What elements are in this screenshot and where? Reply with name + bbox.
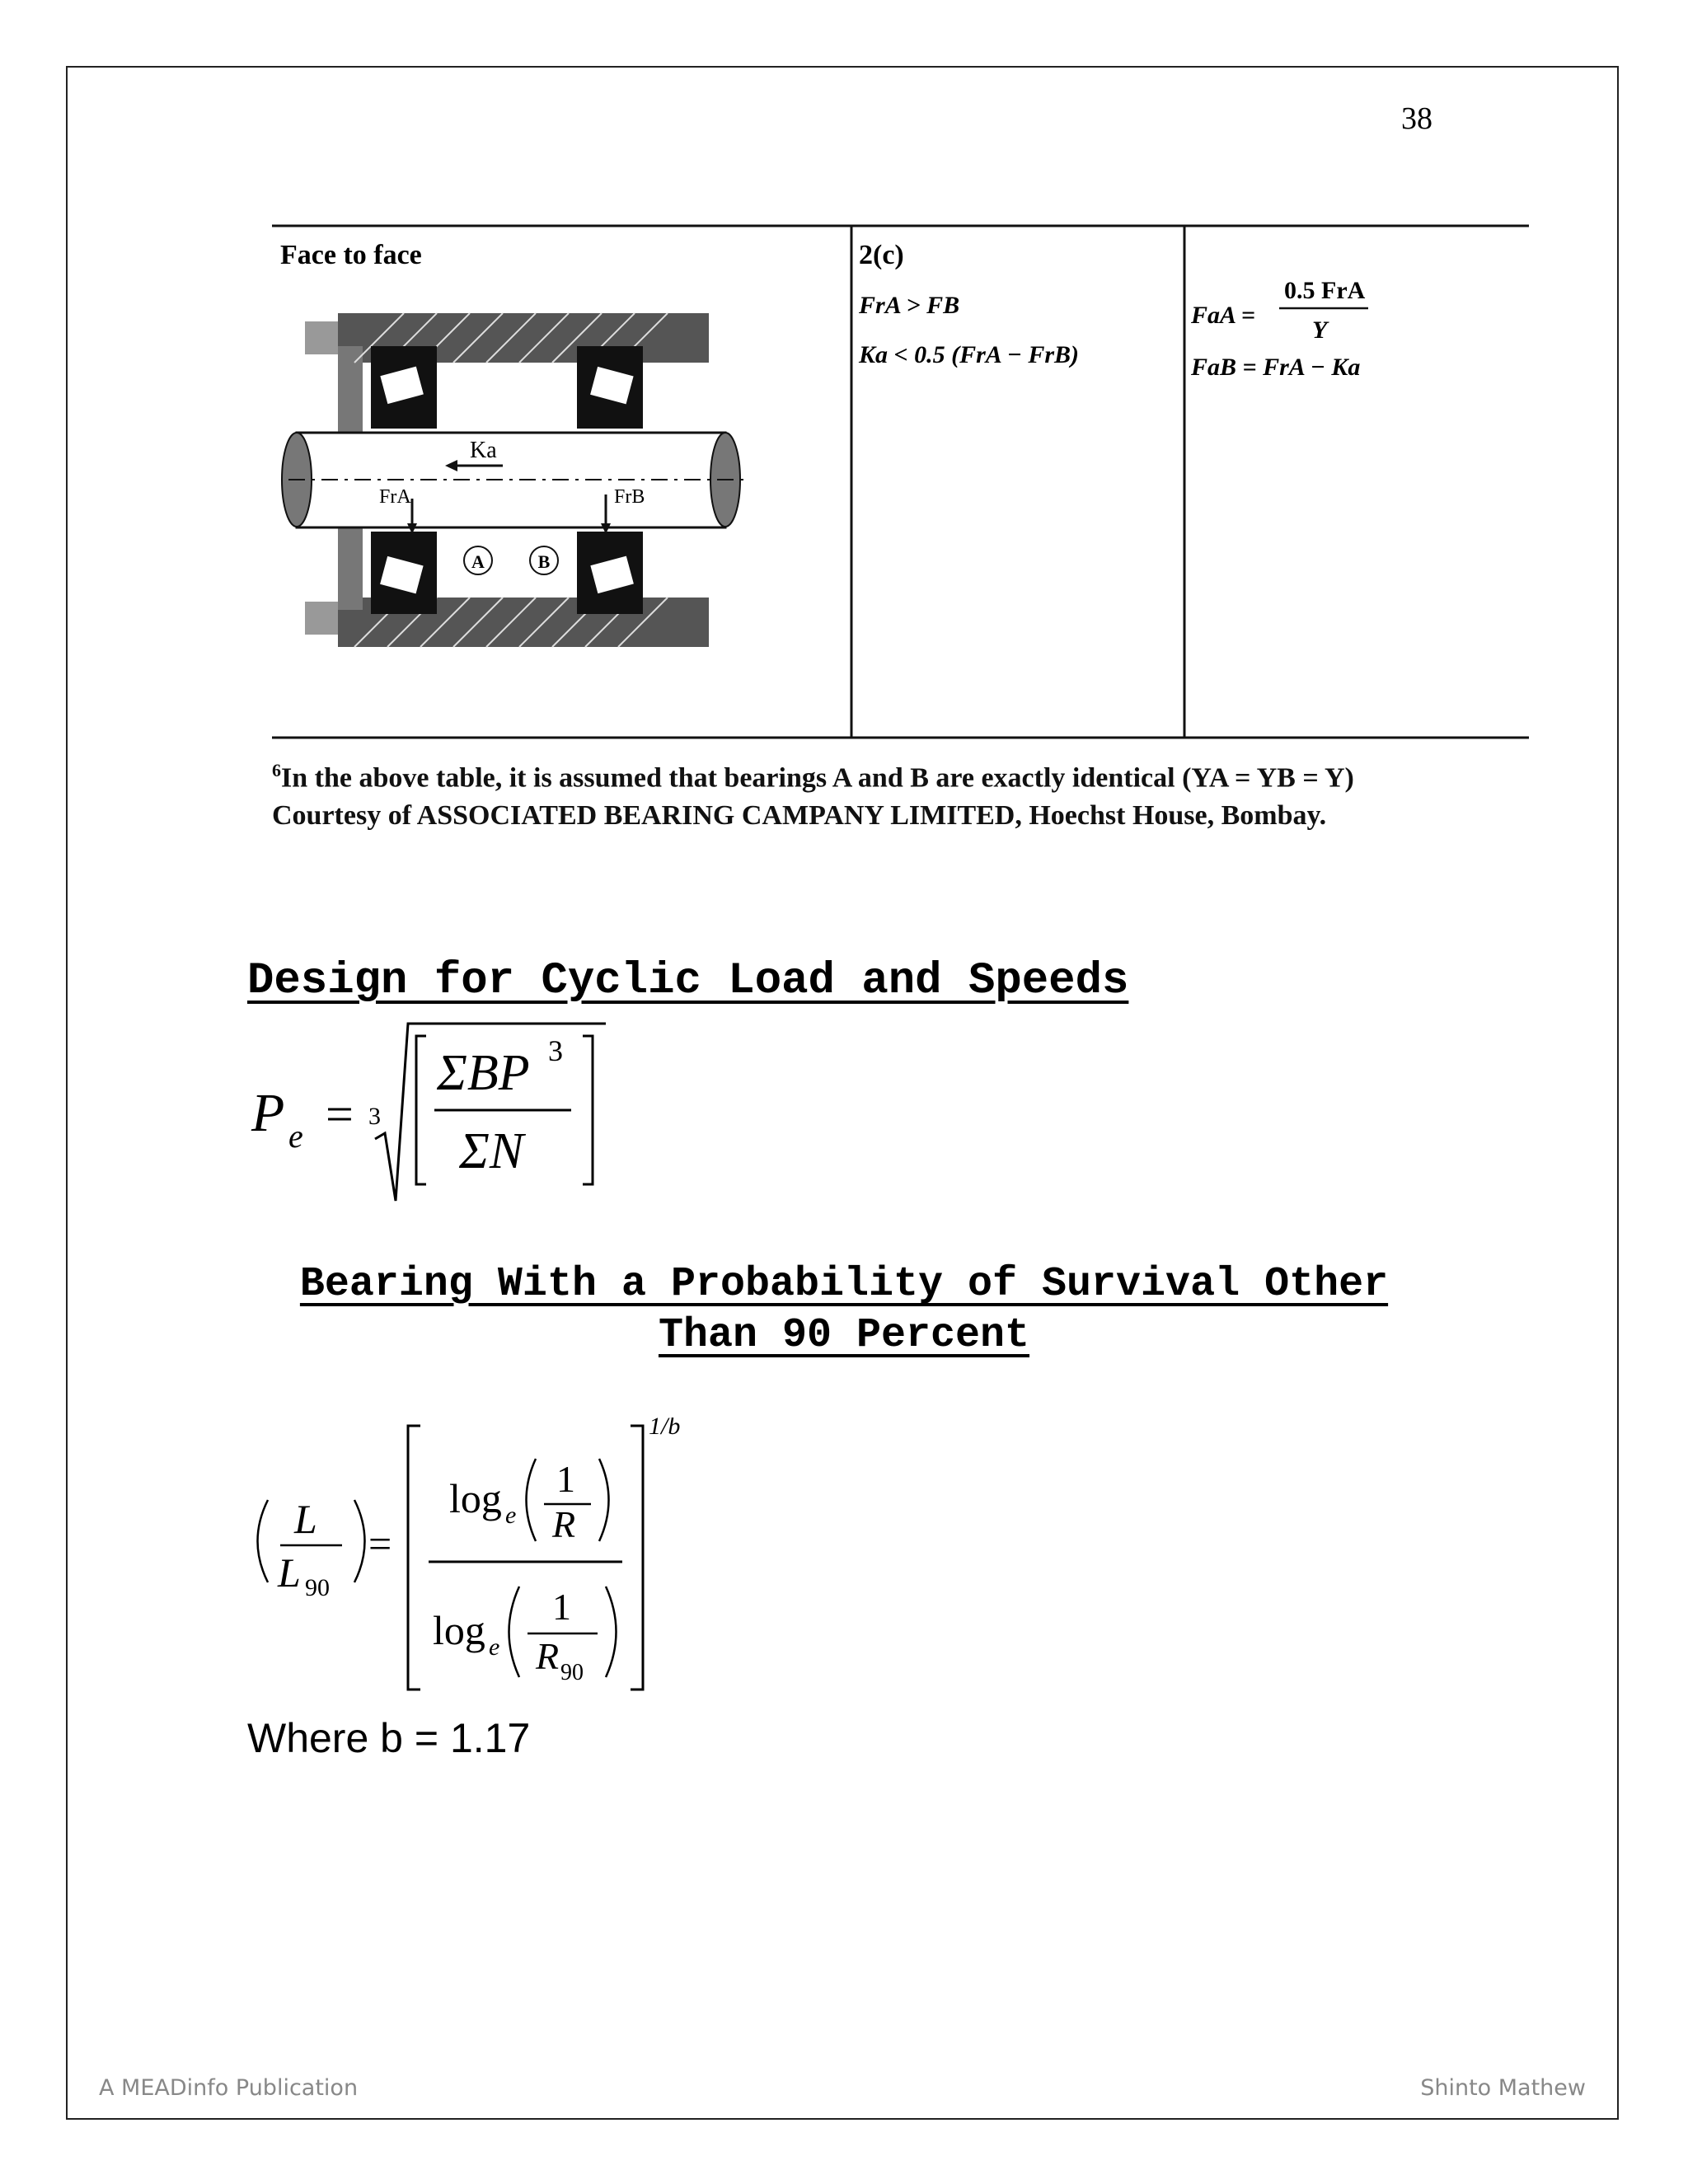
condition-ka-limit: Ka < 0.5 (FrA − FrB) [859, 341, 1079, 368]
bearing-b-label: B [537, 551, 551, 572]
axial-load-label: Ka [470, 438, 497, 463]
result-faA-denominator: Y [1312, 316, 1328, 344]
result-faB: FaB = FrA − Ka [1191, 354, 1361, 381]
lhs-denominator: L [278, 1549, 301, 1596]
denominator-left-paren [509, 1586, 520, 1677]
right-bracket [583, 1036, 593, 1184]
denominator-R: R [536, 1635, 560, 1677]
lhs-right-paren [354, 1500, 365, 1582]
cyclic-numerator-exponent: 3 [548, 1034, 563, 1067]
cyclic-load-heading: Design for Cyclic Load and Speeds [247, 956, 1129, 1006]
rhs-exponent: 1/b [649, 1418, 681, 1440]
numerator-left-paren [527, 1459, 537, 1541]
where-b-value: Where b = 1.17 [247, 1715, 531, 1761]
rhs-right-bracket [631, 1426, 643, 1690]
result-faA-numerator: 0.5 FrA [1284, 277, 1366, 304]
result-faA-lhs: FaA = [1191, 302, 1255, 329]
page-number: 38 [1401, 101, 1432, 136]
denominator-log-base: e [489, 1633, 500, 1661]
footer-author: Shinto Mathew [1420, 2075, 1586, 2101]
denominator-one: 1 [552, 1586, 571, 1628]
lhs-left-paren [258, 1500, 269, 1582]
rhs-left-bracket [408, 1426, 420, 1690]
lhs-denominator-subscript: 90 [305, 1574, 330, 1601]
numerator-right-paren [599, 1459, 609, 1541]
arrangement-label: Face to face [280, 240, 422, 270]
survival-probability-heading [0, 1259, 1688, 1361]
survival-life-formula [243, 1418, 705, 1714]
table-footnote [272, 752, 1541, 835]
root-index: 3 [368, 1103, 381, 1130]
cyclic-equivalent-load-formula [243, 1015, 622, 1205]
cyclic-denominator: ΣN [459, 1123, 524, 1179]
footer-publisher: A MEADinfo Publication [99, 2075, 359, 2101]
bearing-diagram [282, 313, 750, 647]
lhs-numerator: L [294, 1496, 317, 1542]
survival-equals: = [368, 1521, 392, 1567]
footnote-line-1: $^6$In the above table, it is assumed that bearings A and B are exactly identical (YA = YB = Y) [272, 760, 1354, 794]
denominator-log: log [433, 1607, 485, 1653]
numerator-one: 1 [556, 1458, 575, 1500]
numerator-log: log [449, 1475, 502, 1521]
radial-load-a-label: FrA [379, 486, 411, 508]
survival-heading-line-1: Bearing With a Probability of Survival Other [299, 1261, 1389, 1308]
left-bracket [416, 1036, 426, 1184]
radial-load-b-label: FrB [614, 486, 645, 508]
case-label: 2(c) [859, 240, 904, 270]
denominator-R-subscript: 90 [560, 1660, 584, 1685]
numerator-log-base: e [505, 1502, 517, 1529]
denominator-right-paren [606, 1586, 617, 1677]
condition-frA-gt-frB: FrA > FB [859, 292, 960, 319]
numerator-R: R [552, 1503, 576, 1545]
bearing-a-label: A [471, 551, 485, 572]
survival-heading-line-2: Than 90 Percent [658, 1312, 1030, 1359]
footnote-line-2: Courtesy of ASSOCIATED BEARING CAMPANY LIMITED, Hoechst House, Bombay. [272, 800, 1327, 832]
formula-lhs: P [251, 1083, 285, 1143]
cyclic-numerator: ΣBP [437, 1045, 530, 1101]
formula-equals: = [326, 1087, 354, 1141]
formula-lhs-subscript: e [288, 1118, 303, 1155]
